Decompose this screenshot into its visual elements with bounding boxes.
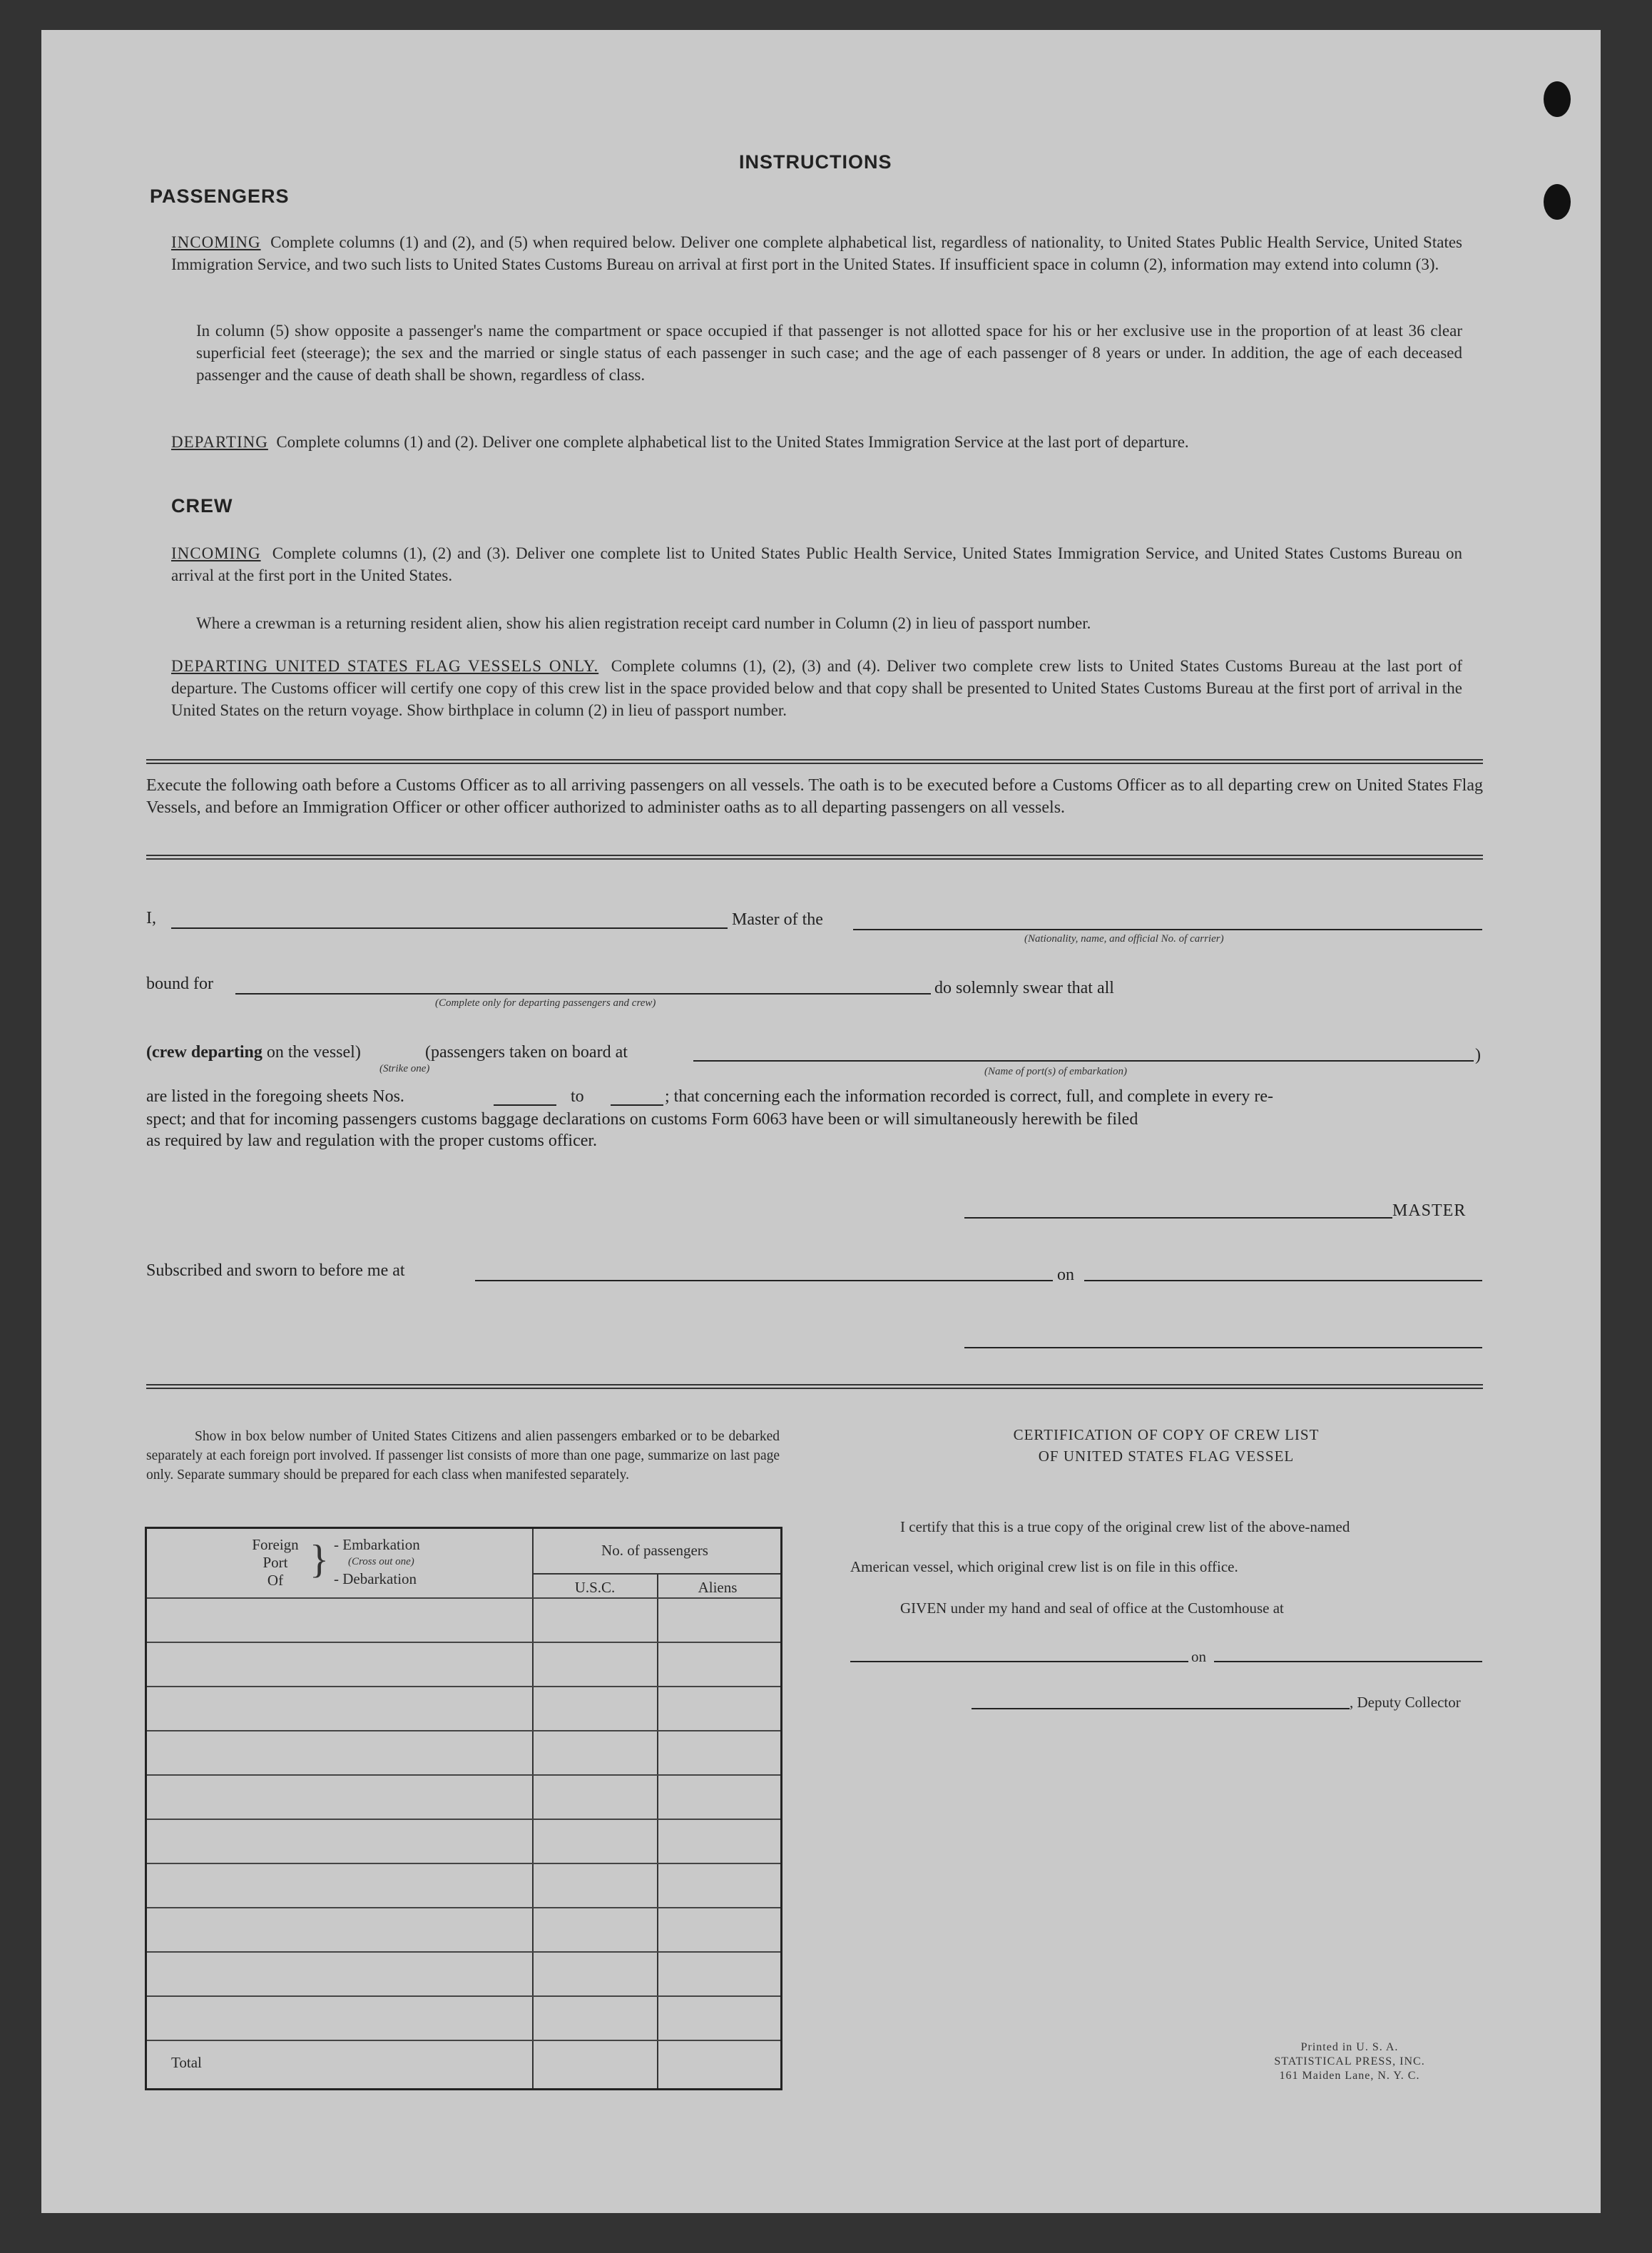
master-name-field[interactable] [171,927,728,929]
table-col-divider-1 [532,1529,534,2088]
certify-text-line2: American vessel, which original crew list is on file in this office. [850,1558,1238,1575]
master-label: MASTER [1392,1201,1467,1220]
aliens-header: Aliens [698,1579,738,1596]
crew-incoming-text: Complete columns (1), (2) and (3). Deliver one complete list to United States Public Health Service, United States Immigration Service, and United States Customs Bureau on arrival at the first port in the United States. [171,544,1462,584]
printer-line3: 161 Maiden Lane, N. Y. C. [1279,2070,1420,2082]
table-row[interactable] [147,1907,780,1908]
printer-line2: STATISTICAL PRESS, INC. [1274,2055,1425,2068]
crew-departing-option[interactable] [146,1043,361,1062]
table-row[interactable] [147,1863,780,1864]
crew-departing-text: (crew departing [146,1043,262,1062]
carrier-caption: (Nationality, name, and official No. of carrier) [1024,933,1224,945]
sworn-on-label: on [1057,1266,1074,1284]
departing-us-text: Complete columns (1), (2), (3) and (4). Deliver two complete crew lists to United States Customs Bureau at the last port of departure. The Customs officer will certify one copy of this crew list in the space provided below and that copy shall be presented to United States Customs Bureau at the first port of arrival in the United States on the return voyage. Show birthplace in column (2) in lieu of passport number. [171,657,1463,719]
embarkation-option[interactable]: - Embarkation [334,1536,420,1553]
given-text: GIVEN under my hand and seal of office at the Customhouse at [900,1600,1284,1617]
oath-note: Execute the following oath before a Customs Officer as to all arriving passengers on all vessels. The oath is to be executed before a Customs Officer as to all departing crew on United States Flag Vessels, and before an Immigration Officer or other officer authorized to administer oaths as to all departing passengers on all vessels. [146,776,1483,817]
departing-label: DEPARTING [171,433,268,451]
swear-label: do solemnly swear that all [934,979,1114,997]
of-text: Of [267,1572,284,1589]
punch-hole-middle [1544,184,1571,220]
strike-one-caption: (Strike one) [379,1063,430,1074]
crew-incoming-label: INCOMING [171,544,261,562]
officer-signature-field[interactable] [964,1347,1482,1348]
table-row[interactable] [147,1951,780,1953]
passengers-taken-option[interactable]: (passengers taken on board at [425,1043,628,1062]
departing-text: Complete columns (1) and (2). Deliver one complete alphabetical list to the United States Immigration Service at the last port of departure. [276,433,1189,451]
table-row[interactable] [147,1819,780,1820]
listed-to-text: to [571,1087,584,1106]
departing-us-flag-instruction [171,655,1462,721]
bound-for-label: bound for [146,975,213,993]
oath-i-label: I, [146,909,156,927]
table-row[interactable] [147,1774,780,1776]
certify-on-label: on [1191,1648,1206,1665]
certification-title [849,1424,1484,1467]
table-row[interactable] [147,1597,780,1599]
passengers-heading: PASSENGERS [150,185,290,207]
port-caption: (Name of port(s) of embarkation) [984,1066,1127,1077]
subscribed-label: Subscribed and sworn to before me at [146,1261,405,1280]
summary-note: Show in box below number of United States Citizens and alien passengers embarked or to be debarked separately at each foreign port involved. If passenger list consists of more than one page, summarize on last page only. Separate summary should be prepared for each class when manifested separately. [146,1429,780,1482]
passenger-summary-table [145,1527,782,2090]
deputy-collector-label: , Deputy Collector [1350,1694,1461,1711]
listed-line3: as required by law and regulation with the proper customs officer. [146,1131,598,1150]
certification-title-line1: CERTIFICATION OF COPY OF CREW LIST [1013,1426,1320,1443]
printer-line1: Printed in U. S. A. [1300,2041,1399,2053]
passengers-departing-instruction [171,431,1462,453]
debarkation-option[interactable]: - Debarkation [334,1570,417,1587]
crew-heading: CREW [171,495,233,517]
port-of-embarkation-field[interactable] [693,1060,1474,1062]
table-row[interactable] [147,1642,780,1643]
bound-for-caption: (Complete only for departing passengers and crew) [435,997,656,1009]
table-row[interactable] [147,2040,780,2041]
deputy-collector-signature-field[interactable] [972,1708,1350,1709]
sworn-date-field[interactable] [1084,1280,1482,1281]
departing-us-label: DEPARTING UNITED STATES FLAG VESSELS ONLY. [171,657,599,675]
passengers-subheader-line [534,1573,780,1575]
port-text: Port [262,1554,288,1571]
crewman-instruction: Where a crewman is a returning resident alien, show his alien registration receipt card number in Column (2) in lieu of passport number. [196,614,1091,632]
carrier-field[interactable] [853,929,1482,930]
certify-date-field[interactable] [1214,1661,1482,1662]
passengers-incoming-instruction [171,231,1462,275]
close-paren: ) [1475,1046,1481,1064]
instructions-title: INSTRUCTIONS [739,151,892,173]
listed-line2: spect; and that for incoming passengers customs baggage declarations on customs Form 6063 have been or will simultaneously herewith be filed [146,1110,1138,1129]
table-col-divider-2 [657,1573,658,2088]
no-of-passengers-header: No. of passengers [601,1542,708,1559]
divider-1 [146,759,1483,764]
printer-imprint [1243,2040,1457,2083]
master-of-the-label: Master of the [732,910,823,929]
table-row[interactable] [147,1730,780,1731]
incoming-text: Complete columns (1) and (2), and (5) when required below. Deliver one complete alphabetical list, regardless of nationality, to United States Public Health Service, United States Immigration Service, and two such lists to United States Customs Bureau on arrival at first port in the United States. If insufficient space in column (2), information may extend into column (3). [171,233,1462,273]
listed-pre-text: are listed in the foregoing sheets Nos. [146,1087,404,1106]
divider-3 [146,1384,1483,1389]
on-the-vessel-text: on the vessel) [266,1043,361,1062]
cross-out-caption: (Cross out one) [348,1556,414,1567]
total-label: Total [171,2054,202,2071]
usc-header: U.S.C. [574,1579,616,1596]
table-row[interactable] [147,1995,780,1997]
sworn-place-field[interactable] [475,1280,1053,1281]
bound-for-field[interactable] [235,993,931,995]
customhouse-field[interactable] [850,1661,1188,1662]
table-row[interactable] [147,1686,780,1687]
punch-hole-top [1544,81,1571,117]
sheet-to-field[interactable] [611,1104,663,1106]
sheet-from-field[interactable] [494,1104,556,1106]
column5-instruction: In column (5) show opposite a passenger's name the compartment or space occupied if that passenger is not allotted space for his or her exclusive use in the proportion of at least 36 clear superficial feet (steerage); the sex and the married or single status of each passenger in such case; and the age of each passenger of 8 years or under. In addition, the age of each deceased passenger and the cause of death shall be shown, regardless of class. [196,322,1462,384]
certification-title-line2: OF UNITED STATES FLAG VESSEL [1038,1448,1295,1465]
crew-incoming-instruction [171,542,1462,586]
master-signature-field[interactable] [964,1217,1392,1219]
divider-2 [146,855,1483,860]
incoming-label: INCOMING [171,233,261,251]
listed-post-text: ; that concerning each the information recorded is correct, full, and complete in every re- [665,1087,1273,1106]
brace-glyph: } [310,1537,329,1582]
foreign-text: Foreign [252,1536,299,1553]
certify-text-line1: I certify that this is a true copy of the original crew list of the above-named [900,1518,1350,1535]
